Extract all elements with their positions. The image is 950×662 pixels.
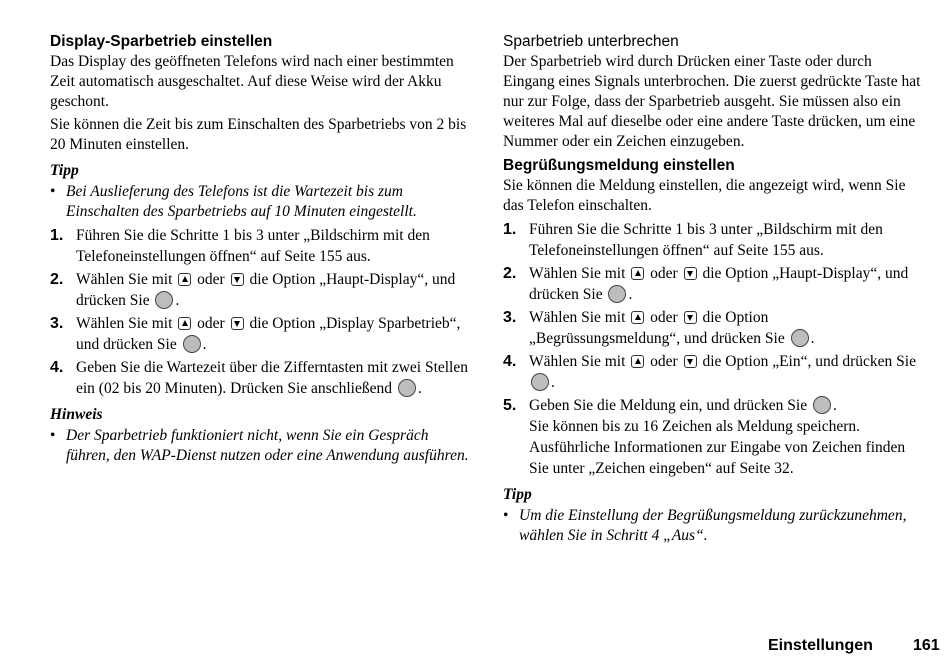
step-text: Wählen Sie mit bbox=[76, 271, 173, 288]
tip-label: Tipp bbox=[50, 162, 79, 179]
step-text: die Option „Haupt-Display“, und drücken Sie bbox=[76, 271, 456, 309]
step-4 bbox=[50, 357, 475, 399]
step-text: die Option „Haupt-Display“, und drücken Sie bbox=[529, 265, 909, 303]
step-2 bbox=[503, 263, 923, 305]
step-1 bbox=[50, 225, 475, 267]
step-text: Wählen Sie mit bbox=[529, 309, 626, 326]
nav-up-icon bbox=[178, 317, 191, 330]
step-number: 1. bbox=[503, 221, 517, 238]
step-number: 5. bbox=[503, 397, 517, 414]
paragraph: Sie können die Meldung einstellen, die angezeigt wird, wenn Sie das Telefon einschalten. bbox=[503, 177, 906, 214]
step-number: 3. bbox=[503, 309, 517, 326]
step-text: . bbox=[175, 292, 180, 309]
page-number: 161 bbox=[913, 637, 940, 654]
footer-section-title: Einstellungen bbox=[768, 637, 873, 654]
step-text: . bbox=[417, 380, 422, 397]
nav-up-icon bbox=[178, 273, 191, 286]
step-text: . bbox=[628, 286, 633, 303]
tip-label: Tipp bbox=[503, 486, 532, 503]
step-text: . bbox=[202, 336, 207, 353]
step-4 bbox=[503, 351, 923, 393]
step-2 bbox=[50, 269, 475, 311]
center-key-icon bbox=[155, 291, 173, 309]
step-text: die Option „Begrüssungsmeldung“, und drücken Sie bbox=[529, 309, 785, 347]
note-text: Der Sparbetrieb funktioniert nicht, wenn Sie ein Gespräch führen, den WAP-Dienst nutzen oder eine Anwendung ausführen. bbox=[66, 427, 469, 464]
step-text: . bbox=[832, 397, 837, 414]
tip-item: • Um die Einstellung der Begrüßungsmeldung zurückzunehmen, wählen Sie in Schritt 4 „Aus“. bbox=[503, 507, 907, 544]
step-number: 2. bbox=[503, 265, 517, 282]
left-column bbox=[50, 32, 475, 469]
right-column bbox=[503, 32, 923, 549]
step-1 bbox=[503, 219, 923, 261]
step-detail: Sie können bis zu 16 Zeichen als Meldung speichern. Ausführliche Informationen zur Eingabe von Zeichen finden Sie unter „Zeichen eingeben“ auf Seite 32. bbox=[529, 418, 906, 477]
paragraph: Das Display des geöffneten Telefons wird nach einer bestimmten Zeit automatisch ausgeschaltet. Auf diese Weise wird der Akku geschont. bbox=[50, 53, 454, 110]
center-key-icon bbox=[608, 285, 626, 303]
step-number: 2. bbox=[50, 271, 64, 288]
center-key-icon bbox=[791, 329, 809, 347]
paragraph: Der Sparbetrieb wird durch Drücken einer Taste oder durch Eingang eines Signals unterbrochen. Die zuerst gedrückte Taste hat nur zur Folge, dass der Sparbetrieb ausgeht. Sie müssen also ein weiteres Mal auf dieselbe oder eine andere Taste drücken, um eine Nummer oder ein Zeichen einzugeben. bbox=[503, 53, 921, 150]
step-number: 4. bbox=[503, 353, 517, 370]
step-text: . bbox=[551, 374, 555, 391]
nav-down-icon bbox=[684, 355, 697, 368]
step-text: oder bbox=[197, 271, 225, 288]
section-heading: Sparbetrieb unterbrechen bbox=[503, 33, 679, 50]
nav-down-icon bbox=[684, 267, 697, 280]
step-text: Wählen Sie mit bbox=[76, 315, 173, 332]
section-heading: Display-Sparbetrieb einstellen bbox=[50, 33, 273, 50]
center-key-icon bbox=[531, 373, 549, 391]
nav-up-icon bbox=[631, 267, 644, 280]
tip-item: • Bei Auslieferung des Telefons ist die Wartezeit bis zum Einschalten des Sparbetriebs auf 10 Minuten eingestellt. bbox=[50, 183, 417, 220]
step-text: Geben Sie die Meldung ein, und drücken Sie bbox=[529, 397, 808, 414]
step-number: 3. bbox=[50, 315, 64, 332]
center-key-icon bbox=[813, 396, 831, 414]
paragraph: Sie können die Zeit bis zum Einschalten des Sparbetriebs von 2 bis 20 Minuten einstellen. bbox=[50, 116, 467, 153]
step-text: oder bbox=[650, 353, 678, 370]
center-key-icon bbox=[183, 335, 201, 353]
step-text: . bbox=[810, 330, 815, 347]
step-number: 4. bbox=[50, 359, 64, 376]
nav-down-icon bbox=[231, 317, 244, 330]
step-3 bbox=[50, 313, 475, 355]
step-number: 1. bbox=[50, 227, 64, 244]
nav-up-icon bbox=[631, 355, 644, 368]
tip-text: Bei Auslieferung des Telefons ist die Wartezeit bis zum Einschalten des Sparbetriebs auf 10 Minuten eingestellt. bbox=[66, 183, 417, 220]
nav-up-icon bbox=[631, 311, 644, 324]
tip-text: Um die Einstellung der Begrüßungsmeldung zurückzunehmen, wählen Sie in Schritt 4 „Aus“. bbox=[519, 507, 907, 544]
note-item: • Der Sparbetrieb funktioniert nicht, wenn Sie ein Gespräch führen, den WAP-Dienst nutzen oder eine Anwendung ausführen. bbox=[50, 427, 469, 464]
step-text: Führen Sie die Schritte 1 bis 3 unter „Bildschirm mit den Telefoneinstellungen öffnen“ auf Seite 155 aus. bbox=[76, 227, 430, 265]
step-text: Wählen Sie mit bbox=[529, 353, 626, 370]
section-heading: Begrüßungsmeldung einstellen bbox=[503, 157, 735, 174]
step-text: oder bbox=[650, 309, 678, 326]
step-5 bbox=[503, 395, 923, 479]
step-text: die Option „Display Sparbetrieb“, und drücken Sie bbox=[76, 315, 461, 353]
note-label: Hinweis bbox=[50, 406, 103, 423]
center-key-icon bbox=[398, 379, 416, 397]
step-3 bbox=[503, 307, 923, 349]
nav-down-icon bbox=[684, 311, 697, 324]
step-text: Wählen Sie mit bbox=[529, 265, 626, 282]
step-text: Geben Sie die Wartezeit über die Zifferntasten mit zwei Stellen ein (02 bis 20 Minuten). Drücken Sie anschließend bbox=[76, 359, 468, 397]
step-text: die Option „Ein“, und drücken Sie bbox=[702, 353, 916, 370]
step-text: Führen Sie die Schritte 1 bis 3 unter „Bildschirm mit den Telefoneinstellungen öffnen“ auf Seite 155 aus. bbox=[529, 221, 883, 259]
nav-down-icon bbox=[231, 273, 244, 286]
step-text: oder bbox=[197, 315, 225, 332]
step-text: oder bbox=[650, 265, 678, 282]
